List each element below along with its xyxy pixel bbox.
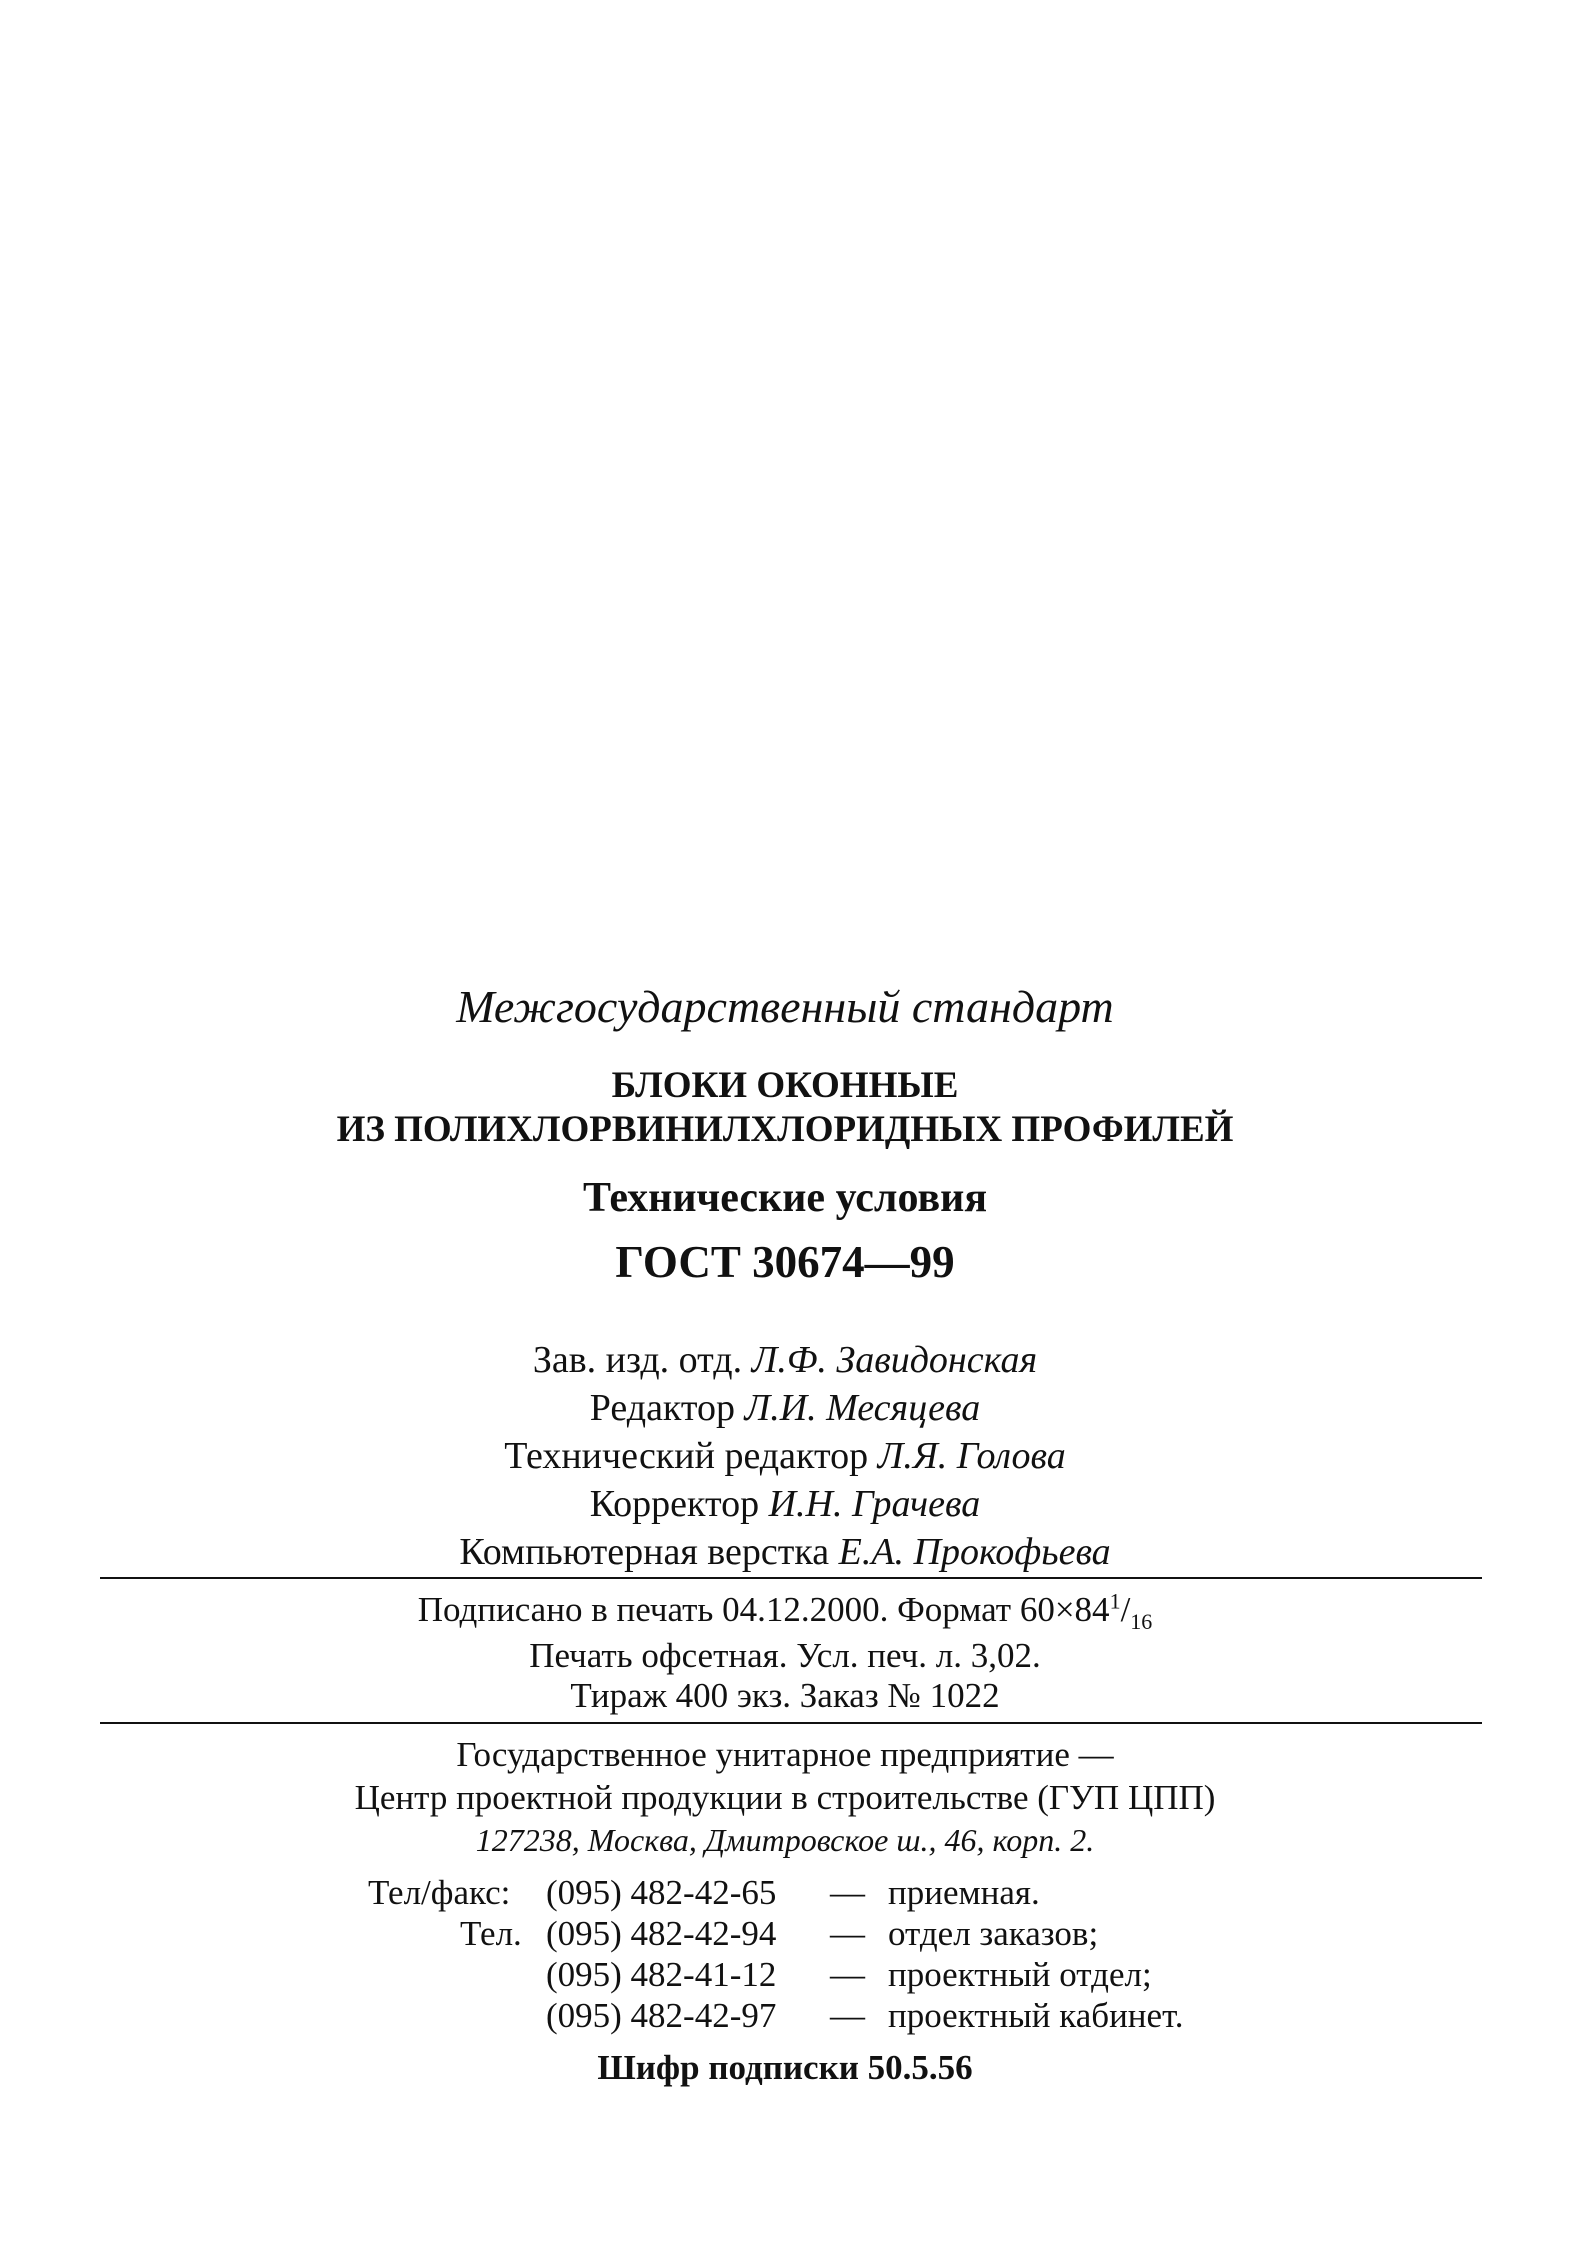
print-line: Печать офсетная. Усл. печ. л. 3,02. <box>529 1636 1041 1675</box>
phone-description: проектный отдел; <box>888 1955 1152 1994</box>
credit-role: Технический редактор <box>504 1435 869 1477</box>
divider-rule <box>100 1722 1482 1724</box>
phone-number: (095) 482-42-65 <box>546 1873 777 1912</box>
organization-address: 127238, Москва, Дмитровское ш., 46, корп. 2. <box>475 1822 1095 1858</box>
credit-name: Л.Я. Голова <box>877 1435 1066 1477</box>
subscription-code: Шифр подписки 50.5.56 <box>597 2048 973 2087</box>
credit-role: Редактор <box>589 1387 735 1429</box>
document-subtitle: Технические условия <box>582 1175 988 1221</box>
credit-name: Е.А. Прокофьева <box>838 1531 1111 1573</box>
credit-role: Корректор <box>589 1483 760 1525</box>
phone-number: (095) 482-42-97 <box>546 1996 777 2035</box>
credit-line <box>0 1434 1570 1478</box>
phone-description: отдел заказов; <box>888 1914 1099 1953</box>
credit-name: И.Н. Грачева <box>768 1483 981 1525</box>
signed-format-line <box>0 1588 1570 1634</box>
phone-dash: — <box>830 1914 865 1953</box>
format-fraction-slash: / <box>1120 1590 1131 1629</box>
phone-label: Тел/факс: <box>368 1873 511 1912</box>
phone-number: (095) 482-42-94 <box>546 1914 777 1953</box>
format-fraction-numerator: 1 <box>1109 1588 1121 1614</box>
organization-line-1: Государственное унитарное предприятие — <box>456 1735 1114 1774</box>
credit-name: Л.И. Месяцева <box>744 1387 981 1429</box>
document-kicker: Межгосударственный стандарт <box>456 981 1114 1032</box>
format-fraction-denominator: 16 <box>1130 1609 1153 1634</box>
divider-rule <box>100 1577 1482 1579</box>
phone-description: приемная. <box>888 1873 1040 1912</box>
standard-number: ГОСТ 30674—99 <box>615 1237 955 1287</box>
credit-role: Зав. изд. отд. <box>532 1339 743 1381</box>
credit-line <box>0 1530 1570 1574</box>
phone-dash: — <box>830 1873 865 1912</box>
document-title-line-1: БЛОКИ ОКОННЫЕ <box>611 1065 959 1106</box>
document-title-line-2: ИЗ ПОЛИХЛОРВИНИЛХЛОРИДНЫХ ПРОФИЛЕЙ <box>336 1109 1234 1150</box>
credit-name: Л.Ф. Завидонская <box>751 1339 1038 1381</box>
run-order-line: Тираж 400 экз. Заказ № 1022 <box>570 1676 1000 1715</box>
signed-text: Подписано в печать 04.12.2000. Формат 60×84 <box>417 1590 1110 1629</box>
credit-role: Компьютерная верстка <box>459 1531 830 1573</box>
phone-label: Тел. <box>460 1914 522 1953</box>
phone-dash: — <box>830 1955 865 1994</box>
phone-dash: — <box>830 1996 865 2035</box>
phone-description: проектный кабинет. <box>888 1996 1184 2035</box>
phone-number: (095) 482-41-12 <box>546 1955 777 1994</box>
credit-line <box>0 1338 1570 1382</box>
credit-line <box>0 1482 1570 1526</box>
organization-line-2: Центр проектной продукции в строительстве (ГУП ЦПП) <box>354 1778 1216 1817</box>
credit-line <box>0 1386 1570 1430</box>
